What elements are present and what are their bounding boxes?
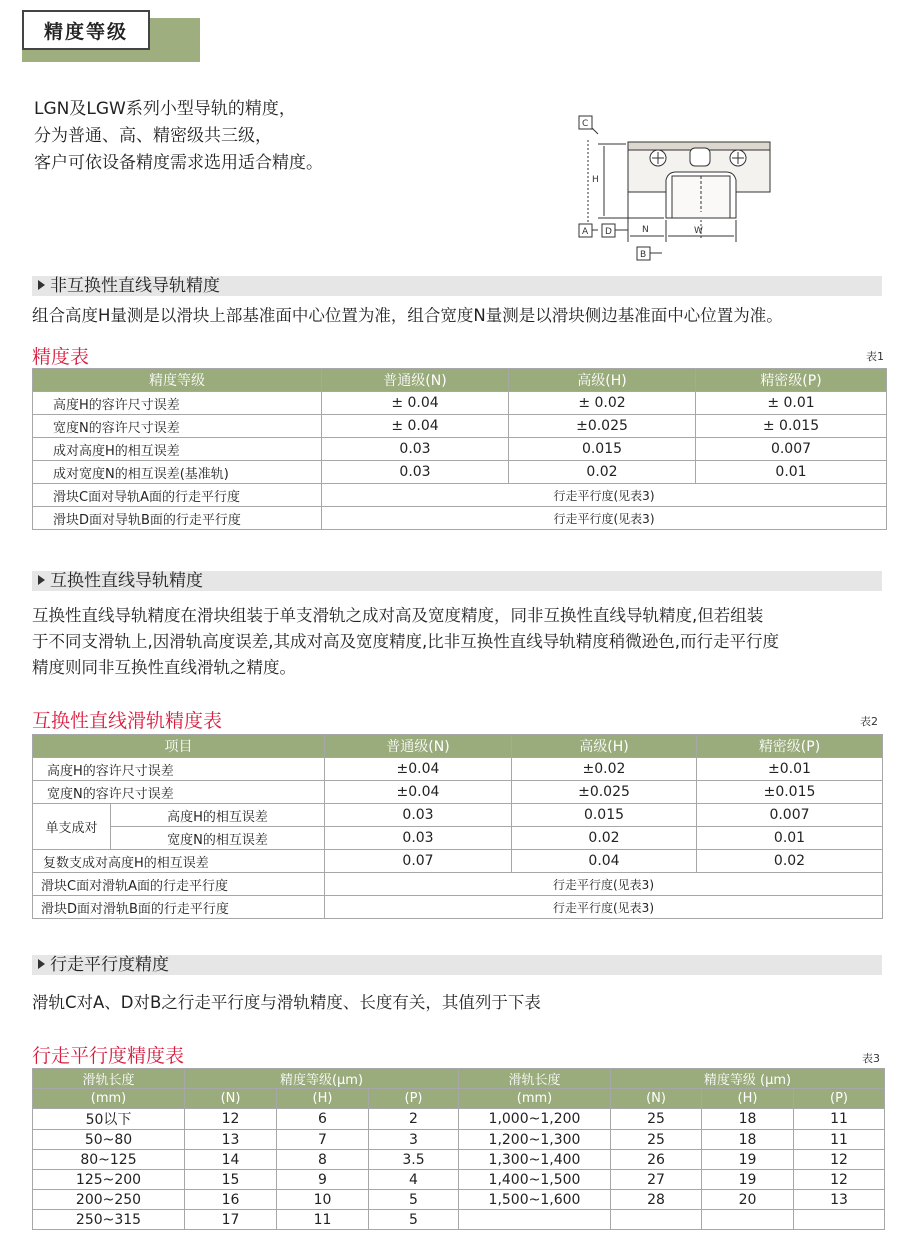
table-header: 滑轨长度 <box>459 1069 611 1089</box>
table-cell: ±0.025 <box>509 415 696 438</box>
table-header: (N) <box>185 1089 277 1109</box>
table-row <box>33 1190 885 1210</box>
table-cell: 0.02 <box>697 850 883 873</box>
table-header: 精度等级 (μm) <box>611 1069 885 1089</box>
table-cell: 成对宽度N的相互误差(基准轨) <box>33 461 322 484</box>
table-cell: 0.01 <box>696 461 887 484</box>
table-cell: 1,500~1,600 <box>459 1190 611 1210</box>
table-cell: 8 <box>277 1150 369 1170</box>
label-d: D <box>605 227 612 237</box>
table-cell: 宽度N的容许尺寸误差 <box>33 415 322 438</box>
table-cell: 0.03 <box>325 827 512 850</box>
table-row <box>33 1109 885 1130</box>
table2-number: 表2 <box>860 715 878 728</box>
table-cell: 125~200 <box>33 1170 185 1190</box>
table-header: 精密级(P) <box>696 369 887 392</box>
table-cell: 25 <box>611 1130 702 1150</box>
label-c: C <box>582 119 589 129</box>
table-cell: 13 <box>794 1190 885 1210</box>
table-cell: 10 <box>277 1190 369 1210</box>
table-cell: ±0.015 <box>697 781 883 804</box>
table-cell: 3 <box>369 1130 459 1150</box>
table-header: (P) <box>369 1089 459 1109</box>
section2-line-2: 于不同支滑轨上,因滑轨高度误差,其成对高及宽度精度,比非互换性直线导轨精度稍微逊色,而行走平行度 <box>32 632 779 651</box>
table-header: 高级(H) <box>512 735 697 758</box>
section-heading: 行走平行度精度 <box>50 955 169 975</box>
table-row <box>33 896 883 919</box>
table-cell: 1,200~1,300 <box>459 1130 611 1150</box>
table-cell: 0.007 <box>697 804 883 827</box>
table-header: 高级(H) <box>509 369 696 392</box>
table-header-row <box>33 1089 885 1109</box>
table-row <box>33 1170 885 1190</box>
table-row <box>33 850 883 873</box>
table-cell: 50以下 <box>33 1109 185 1130</box>
table-row <box>33 1130 885 1150</box>
triangle-icon <box>38 959 45 969</box>
table-cell: 0.015 <box>509 438 696 461</box>
parallelism-table <box>32 1068 885 1230</box>
table-header: (mm) <box>459 1089 611 1109</box>
table-cell: 26 <box>611 1150 702 1170</box>
label-w: W <box>694 226 703 236</box>
table-cell: 28 <box>611 1190 702 1210</box>
table-header-row <box>33 1069 885 1089</box>
table-cell: 高度H的容许尺寸误差 <box>33 758 325 781</box>
table-cell: ±0.025 <box>512 781 697 804</box>
table-cell: 9 <box>277 1170 369 1190</box>
intro-line-2: 分为普通、高、精密级共三级， <box>34 126 272 146</box>
table-header: 精度等级(μm) <box>185 1069 459 1089</box>
table-cell: 行走平行度(见表3) <box>325 873 883 896</box>
table-cell: 行走平行度(见表3) <box>322 507 887 530</box>
table-row <box>33 827 883 850</box>
table-header: (mm) <box>33 1089 185 1109</box>
table-header: 普通级(N) <box>325 735 512 758</box>
table-cell: 0.04 <box>512 850 697 873</box>
table-row <box>33 758 883 781</box>
table-header: (H) <box>702 1089 794 1109</box>
table-cell: 行走平行度(见表3) <box>325 896 883 919</box>
table-cell: 0.07 <box>325 850 512 873</box>
table-header-row <box>33 369 887 392</box>
table-cell: 复数支成对高度H的相互误差 <box>33 850 325 873</box>
precision-table <box>32 368 887 530</box>
table-cell: 0.03 <box>322 461 509 484</box>
triangle-icon <box>38 280 45 290</box>
table-cell: 17 <box>185 1210 277 1230</box>
table-row <box>33 781 883 804</box>
rail-diagram <box>576 112 776 264</box>
table-header: 精密级(P) <box>697 735 883 758</box>
label-b: B <box>640 250 647 260</box>
table-cell: ±0.04 <box>325 781 512 804</box>
table-cell: 滑块D面对导轨B面的行走平行度 <box>33 507 322 530</box>
table-cell: 0.007 <box>696 438 887 461</box>
label-a: A <box>582 227 589 237</box>
table-cell: 11 <box>277 1210 369 1230</box>
table-cell: 行走平行度(见表3) <box>322 484 887 507</box>
table-cell: 11 <box>794 1130 885 1150</box>
table-cell: 14 <box>185 1150 277 1170</box>
table1-title: 精度表 <box>32 346 90 368</box>
page-title: 精度等级 <box>22 10 150 50</box>
table-cell: 0.03 <box>325 804 512 827</box>
table-cell: 成对高度H的相互误差 <box>33 438 322 461</box>
label-n: N <box>642 225 649 235</box>
table-cell <box>794 1210 885 1230</box>
table-cell: 1,400~1,500 <box>459 1170 611 1190</box>
section-heading: 非互换性直线导轨精度 <box>50 276 220 296</box>
table-row <box>33 1150 885 1170</box>
table-cell: 0.015 <box>512 804 697 827</box>
intro-line-1: LGN及LGW系列小型导轨的精度， <box>34 99 296 119</box>
table-cell: 宽度N的相互误差 <box>111 827 325 850</box>
table-cell: 27 <box>611 1170 702 1190</box>
table-row <box>33 804 883 827</box>
section-header-interchangeable <box>32 571 882 591</box>
table-cell: ±0.01 <box>697 758 883 781</box>
table-cell: 13 <box>185 1130 277 1150</box>
intro-line-3: 客户可依设备精度需求选用适合精度。 <box>34 153 323 173</box>
table-cell: ± 0.015 <box>696 415 887 438</box>
table-cell: 11 <box>794 1109 885 1130</box>
table-cell: 0.02 <box>512 827 697 850</box>
table-cell: 1,000~1,200 <box>459 1109 611 1130</box>
table-cell: 12 <box>185 1109 277 1130</box>
table-cell: ± 0.04 <box>322 415 509 438</box>
table-cell: 滑块C面对导轨A面的行走平行度 <box>33 484 322 507</box>
table-row <box>33 507 887 530</box>
table-cell: ± 0.01 <box>696 392 887 415</box>
table-cell: 3.5 <box>369 1150 459 1170</box>
table-row <box>33 873 883 896</box>
table-header: (N) <box>611 1089 702 1109</box>
section2-line-3: 精度则同非互换性直线滑轨之精度。 <box>32 658 296 677</box>
table-cell: 25 <box>611 1109 702 1130</box>
table-row <box>33 438 887 461</box>
table-cell: 200~250 <box>33 1190 185 1210</box>
table3-number: 表3 <box>862 1052 880 1065</box>
triangle-icon <box>38 575 45 585</box>
table-header: 精度等级 <box>33 369 322 392</box>
table-cell: 20 <box>702 1190 794 1210</box>
section2-line-1: 互换性直线导轨精度在滑块组装于单支滑轨之成对高及宽度精度，同非互换性直线导轨精度,但若组装 <box>32 606 764 625</box>
table-cell: 0.02 <box>509 461 696 484</box>
table-cell: 4 <box>369 1170 459 1190</box>
table-cell: 高度H的容许尺寸误差 <box>33 392 322 415</box>
table-cell: ± 0.02 <box>509 392 696 415</box>
table-cell <box>611 1210 702 1230</box>
table-cell: 2 <box>369 1109 459 1130</box>
table-cell: 滑块D面对滑轨B面的行走平行度 <box>33 896 325 919</box>
table-row <box>33 1210 885 1230</box>
table-cell: 宽度N的容许尺寸误差 <box>33 781 325 804</box>
table-cell: 7 <box>277 1130 369 1150</box>
section-header-non-interchangeable <box>32 276 882 296</box>
table-cell <box>459 1210 611 1230</box>
table-cell: 18 <box>702 1130 794 1150</box>
table-cell: 1,300~1,400 <box>459 1150 611 1170</box>
table-cell: 50~80 <box>33 1130 185 1150</box>
table-header: 滑轨长度 <box>33 1069 185 1089</box>
table-header: 项目 <box>33 735 325 758</box>
table-cell: 单支成对 <box>33 804 111 850</box>
table-header: 普通级(N) <box>322 369 509 392</box>
table-cell: ±0.04 <box>325 758 512 781</box>
table-cell: 16 <box>185 1190 277 1210</box>
table1-number: 表1 <box>866 350 884 363</box>
table-cell: ± 0.04 <box>322 392 509 415</box>
interchangeable-precision-table <box>32 734 883 919</box>
table-header-row <box>33 735 883 758</box>
table-cell: 0.01 <box>697 827 883 850</box>
table-cell: 滑块C面对滑轨A面的行走平行度 <box>33 873 325 896</box>
table-row <box>33 415 887 438</box>
table3-title: 行走平行度精度表 <box>32 1045 185 1067</box>
section3-text: 滑轨C对A、D对B之行走平行度与滑轨精度、长度有关，其值列于下表 <box>32 993 541 1012</box>
table-cell: 5 <box>369 1190 459 1210</box>
section-header-parallelism <box>32 955 882 975</box>
table-row <box>33 461 887 484</box>
table-cell: 19 <box>702 1150 794 1170</box>
table-cell: ±0.02 <box>512 758 697 781</box>
section-heading: 互换性直线导轨精度 <box>50 571 203 591</box>
label-h: H <box>592 175 599 185</box>
table-cell: 5 <box>369 1210 459 1230</box>
table-cell: 高度H的相互误差 <box>111 804 325 827</box>
table-header: (H) <box>277 1089 369 1109</box>
table-row <box>33 392 887 415</box>
table-cell: 15 <box>185 1170 277 1190</box>
table-cell: 80~125 <box>33 1150 185 1170</box>
table-cell: 0.03 <box>322 438 509 461</box>
table-cell: 6 <box>277 1109 369 1130</box>
table-cell: 12 <box>794 1150 885 1170</box>
table-cell: 250~315 <box>33 1210 185 1230</box>
table-cell <box>702 1210 794 1230</box>
table-cell: 18 <box>702 1109 794 1130</box>
table-cell: 19 <box>702 1170 794 1190</box>
section1-text: 组合高度H量测是以滑块上部基准面中心位置为准，组合宽度N量测是以滑块侧边基准面中心位置为准。 <box>32 306 783 325</box>
table-row <box>33 484 887 507</box>
table2-title: 互换性直线滑轨精度表 <box>32 710 223 732</box>
table-cell: 12 <box>794 1170 885 1190</box>
table-header: (P) <box>794 1089 885 1109</box>
